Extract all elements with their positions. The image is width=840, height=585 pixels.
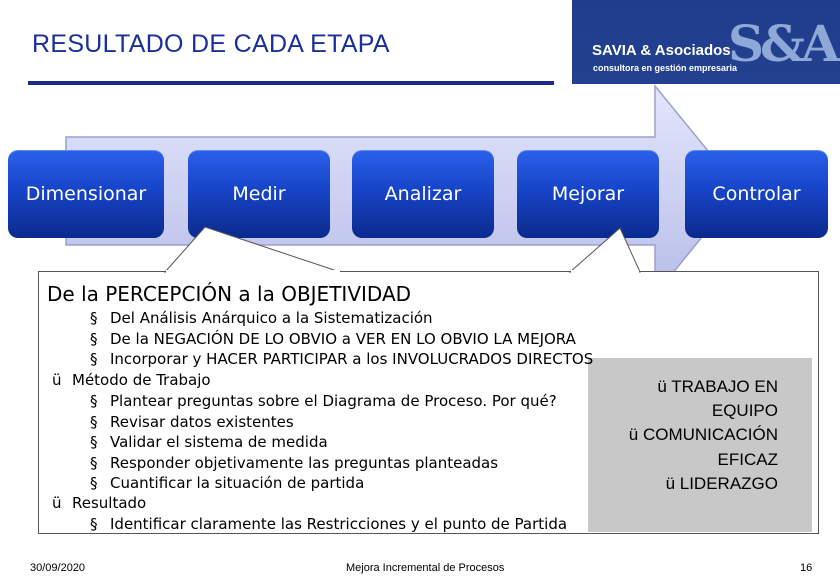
callout-pointer-left: [165, 227, 340, 272]
list-item: § Cuantificar la situación de partida: [90, 474, 365, 492]
stage-controlar: Controlar: [685, 150, 828, 238]
side-note-line: ü TRABAJO EN: [657, 377, 778, 396]
page-number: 16: [800, 562, 813, 574]
callout-pointer-right: [570, 228, 640, 272]
footer-title: Mejora Incremental de Procesos: [346, 562, 505, 574]
logo-mark: S&A: [727, 14, 836, 73]
footer-date: 30/09/2020: [30, 562, 86, 574]
list-item: ü Método de Trabajo: [52, 371, 211, 389]
stage-mejorar: Mejorar: [517, 150, 659, 238]
logo-brand: SAVIA & Asociados: [592, 42, 731, 59]
list-item: § Responder objetivamente las preguntas planteadas: [90, 454, 499, 472]
stage-dimensionar: Dimensionar: [8, 150, 164, 238]
side-note-line: ü LIDERAZGO: [665, 474, 778, 493]
list-item: § De la NEGACIÓN DE LO OBVIO a VER EN LO OBVIO LA MEJORA: [90, 330, 576, 348]
logo-tagline: consultora en gestión empresaria: [593, 63, 738, 73]
panel-heading: De la PERCEPCIÓN a la OBJETIVIDAD: [47, 282, 412, 306]
list-item: § Del Análisis Anárquico a la Sistematización: [90, 309, 433, 327]
list-item: § Validar el sistema de medida: [90, 433, 328, 451]
side-note-line: ü COMUNICACIÓN: [628, 425, 778, 444]
list-item: § Incorporar y HACER PARTICIPAR a los INVOLUCRADOS DIRECTOS: [90, 350, 594, 368]
stage-analizar: Analizar: [352, 150, 494, 238]
list-item: § Plantear preguntas sobre el Diagrama de Proceso. Por qué?: [90, 392, 557, 410]
list-item: ü Resultado: [52, 494, 147, 512]
side-note-line: EQUIPO: [711, 401, 778, 420]
side-note-line: EFICAZ: [717, 450, 778, 469]
list-item: § Identificar claramente las Restricciones y el punto de Partida: [90, 515, 568, 533]
slide-title: RESULTADO DE CADA ETAPA: [32, 30, 390, 58]
list-item: § Revisar datos existentes: [90, 413, 294, 431]
stage-medir: Medir: [188, 150, 330, 238]
